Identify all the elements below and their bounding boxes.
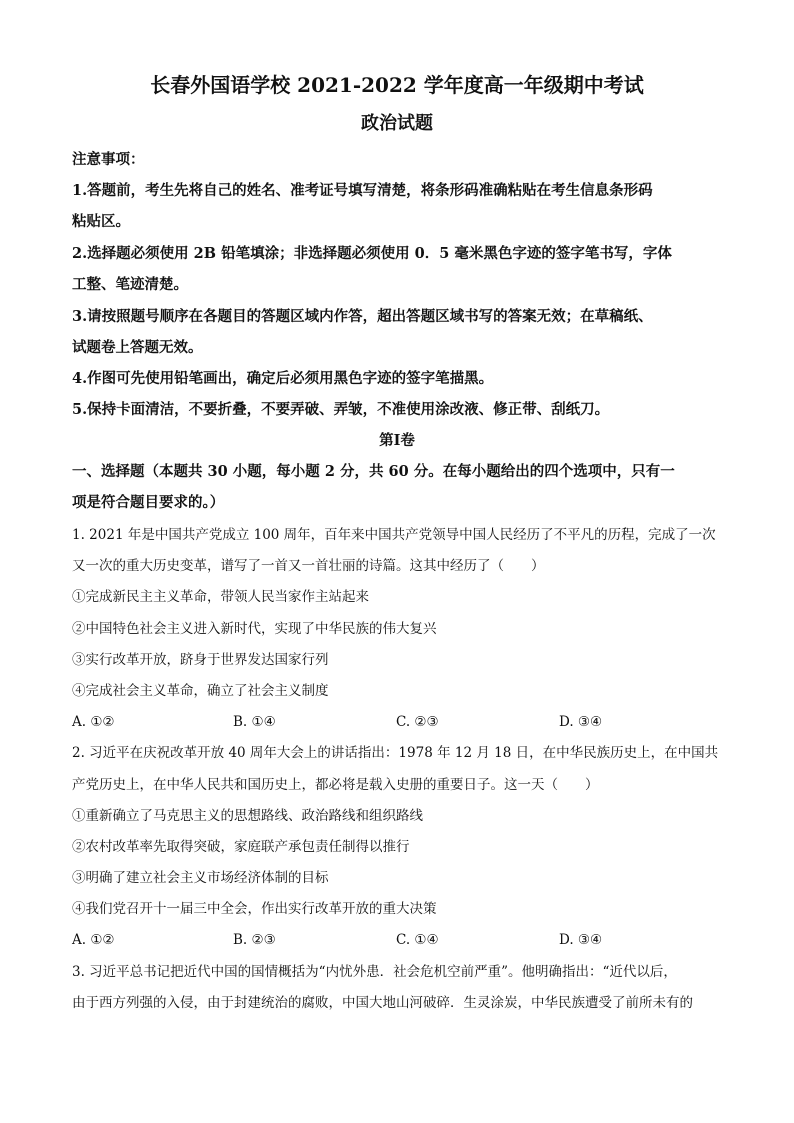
notice-line: 4.作图可先使用铅笔画出，确定后必须用黑色字迹的签字笔描黑。 bbox=[72, 370, 494, 387]
question-item: ①完成新民主主义革命，带领人民当家作主站起来 bbox=[72, 589, 369, 605]
option-a[interactable]: A. ①② bbox=[72, 714, 115, 730]
notice-line: 5.保持卡面清洁，不要折叠，不要弄破、弄皱，不准使用涂改液、修正带、刮纸刀。 bbox=[72, 401, 610, 418]
notice-line: 试题卷上答题无效。 bbox=[72, 339, 203, 356]
question-item: ①重新确立了马克思主义的思想路线、政治路线和组织路线 bbox=[72, 808, 423, 824]
question-item: ③实行改革开放，跻身于世界发达国家行列 bbox=[72, 652, 329, 668]
question-item: ②中国特色社会主义进入新时代，实现了中华民族的伟大复兴 bbox=[72, 621, 437, 637]
notice-line: 2.选择题必须使用 2B 铅笔填涂；非选择题必须使用 0．5 毫米黑色字迹的签字笔书写，字体 bbox=[72, 245, 672, 262]
exam-title: 长春外国语学校 2021-2022 学年度高一年级期中考试 bbox=[150, 73, 644, 97]
option-c[interactable]: C. ②③ bbox=[396, 714, 439, 730]
question-options bbox=[72, 930, 722, 950]
exam-subject: 政治试题 bbox=[361, 113, 433, 134]
question-stem: 产党历史上，在中华人民共和国历史上，都必将是载入史册的重要日子。这一天（ ） bbox=[72, 777, 599, 793]
question-item: ②农村改革率先取得突破，家庭联产承包责任制得以推行 bbox=[72, 839, 410, 855]
notice-line: 工整、笔迹清楚。 bbox=[72, 276, 188, 293]
option-b[interactable]: B. ①④ bbox=[233, 714, 276, 730]
question-item: ③明确了建立社会主义市场经济体制的目标 bbox=[72, 870, 329, 886]
question-stem: 2. 习近平在庆祝改革开放 40 周年大会上的讲话指出：1978 年 12 月 18 日，在中华民族历史上，在中国共 bbox=[72, 745, 719, 761]
question-stem: 又一次的重大历史变革，谱写了一首又一首壮丽的诗篇。这其中经历了（ ） bbox=[72, 558, 545, 574]
section-instruction: 项是符合题目要求的。） bbox=[72, 494, 225, 511]
notice-line: 3.请按照题号顺序在各题目的答题区域内作答，超出答题区域书写的答案无效；在草稿纸、 bbox=[72, 308, 653, 325]
option-a[interactable]: A. ①② bbox=[72, 932, 115, 948]
option-d[interactable]: D. ③④ bbox=[559, 932, 603, 948]
question-item: ④完成社会主义革命，确立了社会主义制度 bbox=[72, 683, 329, 699]
question-stem: 3. 习近平总书记把近代中国的国情概括为“内忧外患．社会危机空前严重”。他明确指出：“近代以后， bbox=[72, 964, 677, 980]
option-b[interactable]: B. ②③ bbox=[233, 932, 276, 948]
notice-heading: 注意事项： bbox=[72, 151, 145, 168]
question-item: ④我们党召开十一届三中全会，作出实行改革开放的重大决策 bbox=[72, 901, 437, 917]
option-d[interactable]: D. ③④ bbox=[559, 714, 603, 730]
option-c[interactable]: C. ①④ bbox=[396, 932, 439, 948]
notice-line: 1.答题前，考生先将自己的姓名、准考证号填写清楚，将条形码准确粘贴在考生信息条形码 bbox=[72, 182, 653, 199]
question-options bbox=[72, 712, 722, 732]
question-stem: 由于西方列强的入侵，由于封建统治的腐败，中国大地山河破碎．生灵涂炭，中华民族遭受了前所未有的 bbox=[72, 995, 693, 1011]
question-stem: 1. 2021 年是中国共产党成立 100 周年，百年来中国共产党领导中国人民经历了不平凡的历程，完成了一次 bbox=[72, 527, 716, 543]
notice-line: 粘贴区。 bbox=[72, 213, 130, 230]
section-instruction: 一、选择题（本题共 30 小题，每小题 2 分，共 60 分。在每小题给出的四个选项中，只有一 bbox=[72, 463, 675, 480]
volume-heading: 第Ⅰ卷 bbox=[379, 432, 415, 449]
